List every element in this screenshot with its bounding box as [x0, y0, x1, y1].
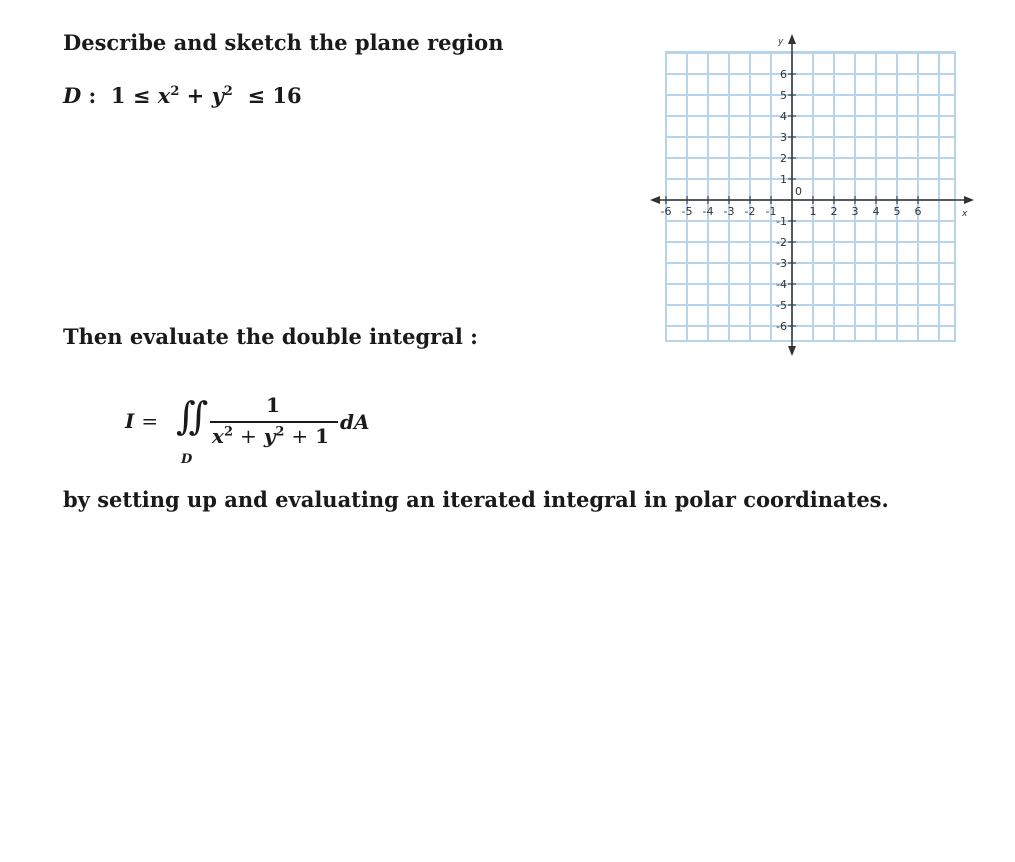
den-y: y	[263, 424, 276, 448]
region-plus: +	[186, 83, 205, 108]
x-tick-label: -5	[681, 205, 693, 218]
region-upper-bound: 16	[272, 83, 302, 108]
y-tick-label: -3	[776, 257, 787, 270]
den-plus-1: +	[239, 424, 257, 448]
den-plus-2: +	[291, 424, 309, 448]
tick-labels	[661, 37, 968, 333]
integral-equals: =	[141, 409, 159, 433]
differential-dA: dA	[340, 410, 370, 434]
x-tick-label: -1	[765, 205, 777, 218]
den-x: x	[212, 424, 224, 448]
region-colon: :	[88, 83, 97, 108]
region-x: x	[157, 83, 171, 108]
problem-heading: Describe and sketch the plane region	[63, 30, 504, 55]
x-axis-arrow-right	[964, 196, 974, 204]
integral-variable: I	[125, 409, 135, 433]
y-tick-label: -1	[776, 215, 787, 228]
fraction-bar	[210, 421, 338, 423]
y-tick-label: -6	[776, 320, 787, 333]
x-tick-label: 1	[809, 205, 817, 218]
y-tick-label: 4	[780, 110, 787, 123]
x-axis-arrow-left	[650, 196, 660, 204]
fraction-numerator: 1	[266, 393, 280, 417]
coordinate-grid[interactable]	[648, 30, 978, 362]
x-tick-label: -6	[660, 205, 672, 218]
x-tick-label: -3	[723, 205, 735, 218]
y-axis-label: y	[778, 37, 784, 47]
region-le-1: ≤	[132, 83, 151, 108]
integral-lhs	[125, 409, 158, 433]
y-tick-label: 3	[780, 131, 787, 144]
x-tick-label: 5	[893, 205, 901, 218]
region-y: y	[211, 83, 224, 108]
region-y-exp: 2	[223, 84, 233, 99]
y-tick-label: 1	[780, 173, 787, 186]
region-definition	[63, 83, 302, 108]
x-tick-label: 3	[851, 205, 859, 218]
origin-label: 0	[795, 185, 802, 198]
y-tick-label: -2	[776, 236, 787, 249]
region-x-exp: 2	[170, 84, 180, 99]
den-x-exp: 2	[223, 424, 233, 440]
integral-domain: D	[181, 452, 193, 467]
y-axis-arrow-up	[788, 34, 796, 44]
x-tick-label: -4	[702, 205, 714, 218]
grid-lines	[666, 52, 955, 341]
y-tick-label: 6	[780, 68, 787, 81]
x-axis-label: x	[962, 209, 968, 219]
region-name: D	[63, 83, 82, 108]
fraction-denominator	[212, 424, 329, 448]
x-tick-label: 6	[914, 205, 922, 218]
instruction-text: Then evaluate the double integral :	[63, 324, 478, 349]
den-y-exp: 2	[275, 424, 285, 440]
x-tick-label: -2	[744, 205, 756, 218]
region-le-2: ≤	[247, 83, 266, 108]
y-tick-label: -4	[776, 278, 787, 291]
y-axis-arrow-down	[788, 346, 796, 356]
closing-text: by setting up and evaluating an iterated integral in polar coordinates.	[63, 487, 889, 512]
region-lower-bound: 1	[110, 83, 126, 108]
y-tick-label: -5	[776, 299, 787, 312]
y-tick-label: 2	[780, 152, 787, 165]
x-tick-label: 4	[872, 205, 880, 218]
y-tick-label: 5	[780, 89, 787, 102]
double-integral-symbol: ∬	[176, 394, 209, 438]
x-tick-label: 2	[830, 205, 838, 218]
den-const: 1	[315, 424, 329, 448]
